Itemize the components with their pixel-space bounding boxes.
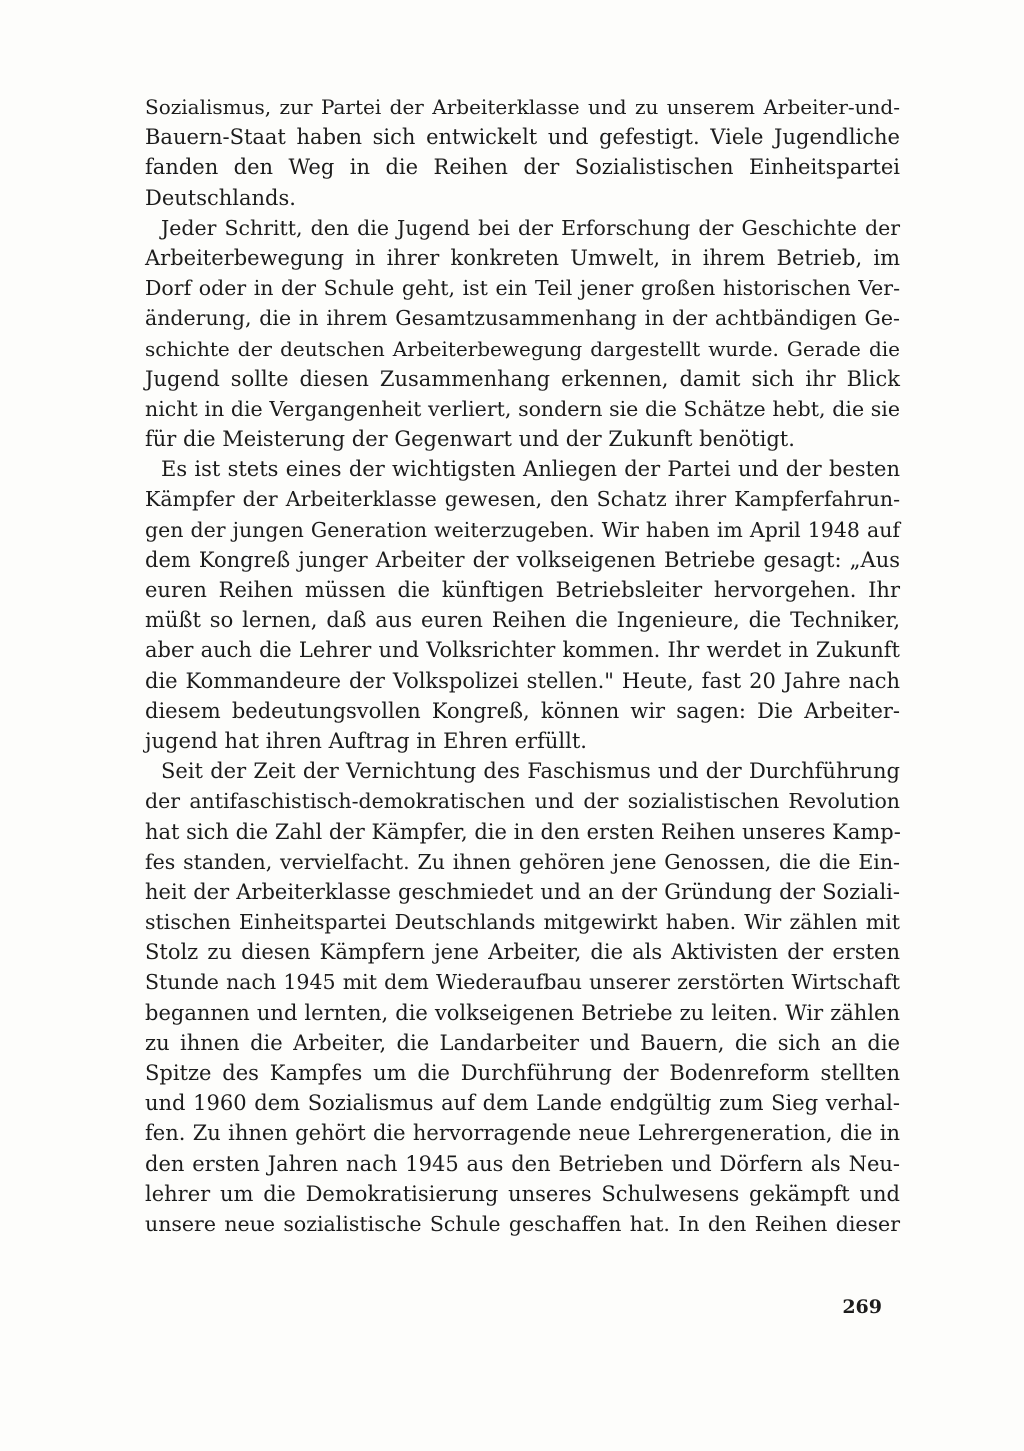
text-line: den ersten Jahren nach 1945 aus den Betrieben und Dörfern als Neu- bbox=[145, 1151, 900, 1176]
text-line: Jeder Schritt, den die Jugend bei der Erforschung der Geschichte der bbox=[161, 215, 900, 240]
text-line: diesem bedeutungsvollen Kongreß, können wir sagen: Die Arbeiter- bbox=[145, 698, 900, 723]
paragraph bbox=[145, 213, 900, 455]
text-line: fes standen, vervielfacht. Zu ihnen gehören jene Genossen, die die Ein- bbox=[145, 849, 900, 874]
paragraph bbox=[145, 454, 900, 756]
text-line: lehrer um die Demokratisierung unseres Schulwesens gekämpft und bbox=[145, 1181, 900, 1206]
text-line: Stunde nach 1945 mit dem Wiederaufbau unserer zerstörten Wirtschaft bbox=[145, 970, 900, 995]
text-line: der antifaschistisch-demokratischen und der sozialistischen Revolution bbox=[145, 789, 900, 814]
page-number: 269 bbox=[842, 1296, 882, 1318]
text-line: Stolz zu diesen Kämpfern jene Arbeiter, die als Aktivisten der ersten bbox=[145, 940, 900, 965]
text-line: zu ihnen die Arbeiter, die Landarbeiter und Bauern, die sich an die bbox=[145, 1030, 900, 1055]
text-line: aber auch die Lehrer und Volksrichter kommen. Ihr werdet in Zukunft bbox=[145, 638, 900, 663]
text-line: Seit der Zeit der Vernichtung des Faschismus und der Durchführung bbox=[161, 759, 900, 784]
text-line: die Kommandeure der Volkspolizei stellen." Heute, fast 20 Jahre nach bbox=[145, 668, 900, 693]
text-line: Kämpfer der Arbeiterklasse gewesen, den Schatz ihrer Kampferfahrun- bbox=[145, 487, 900, 512]
text-line: jugend hat ihren Auftrag in Ehren erfüllt. bbox=[145, 728, 587, 753]
text-line: änderung, die in ihrem Gesamtzusammenhang in der achtbändigen Ge- bbox=[145, 306, 900, 331]
text-line: fen. Zu ihnen gehört die hervorragende neue Lehrergeneration, die in bbox=[145, 1121, 900, 1146]
text-line: für die Meisterung der Gegenwart und der Zukunft benötigt. bbox=[145, 427, 795, 452]
text-line: dem Kongreß junger Arbeiter der volkseigenen Betriebe gesagt: „Aus bbox=[145, 547, 900, 572]
text-line: stischen Einheitspartei Deutschlands mitgewirkt haben. Wir zählen mit bbox=[145, 910, 900, 935]
text-line: Dorf oder in der Schule geht, ist ein Teil jener großen historischen Ver- bbox=[145, 276, 900, 301]
text-line: euren Reihen müssen die künftigen Betriebsleiter hervorgehen. Ihr bbox=[145, 578, 900, 602]
text-line: heit der Arbeiterklasse geschmiedet und an der Gründung der Soziali- bbox=[145, 879, 900, 904]
text-line: Spitze des Kampfes um die Durchführung der Bodenreform stellten bbox=[145, 1061, 900, 1085]
text-line: müßt so lernen, daß aus euren Reihen die Ingenieure, die Techniker, bbox=[145, 608, 900, 633]
text-line: und 1960 dem Sozialismus auf dem Lande endgültig zum Sieg verhal- bbox=[145, 1091, 900, 1116]
text-line: gen der jungen Generation weiterzugeben. Wir haben im April 1948 auf bbox=[145, 517, 900, 542]
text-line: schichte der deutschen Arbeiterbewegung dargestellt wurde. Gerade die bbox=[145, 336, 900, 361]
text-line: begannen und lernten, die volkseigenen Betriebe zu leiten. Wir zählen bbox=[145, 1000, 900, 1025]
text-line: Sozialismus, zur Partei der Arbeiterklasse und zu unserem Arbeiter-und- bbox=[145, 95, 900, 119]
text-line: Deutschlands. bbox=[145, 185, 296, 210]
text-line: fanden den Weg in die Reihen der Sozialistischen Einheitspartei bbox=[145, 155, 900, 180]
body-text bbox=[145, 92, 900, 1239]
text-line: unsere neue sozialistische Schule geschaffen hat. In den Reihen dieser bbox=[145, 1211, 900, 1236]
paragraph bbox=[145, 756, 900, 1239]
text-line: Es ist stets eines der wichtigsten Anliegen der Partei und der besten bbox=[161, 457, 900, 482]
text-line: nicht in die Vergangenheit verliert, sondern sie die Schätze hebt, die sie bbox=[145, 396, 900, 421]
text-line: Arbeiterbewegung in ihrer konkreten Umwelt, in ihrem Betrieb, im bbox=[145, 245, 900, 270]
text-line: Jugend sollte diesen Zusammenhang erkennen, damit sich ihr Blick bbox=[145, 366, 900, 391]
paragraph bbox=[145, 92, 900, 213]
text-line: Bauern-Staat haben sich entwickelt und gefestigt. Viele Jugendliche bbox=[145, 125, 900, 150]
text-line: hat sich die Zahl der Kämpfer, die in den ersten Reihen unseres Kamp- bbox=[145, 819, 901, 844]
